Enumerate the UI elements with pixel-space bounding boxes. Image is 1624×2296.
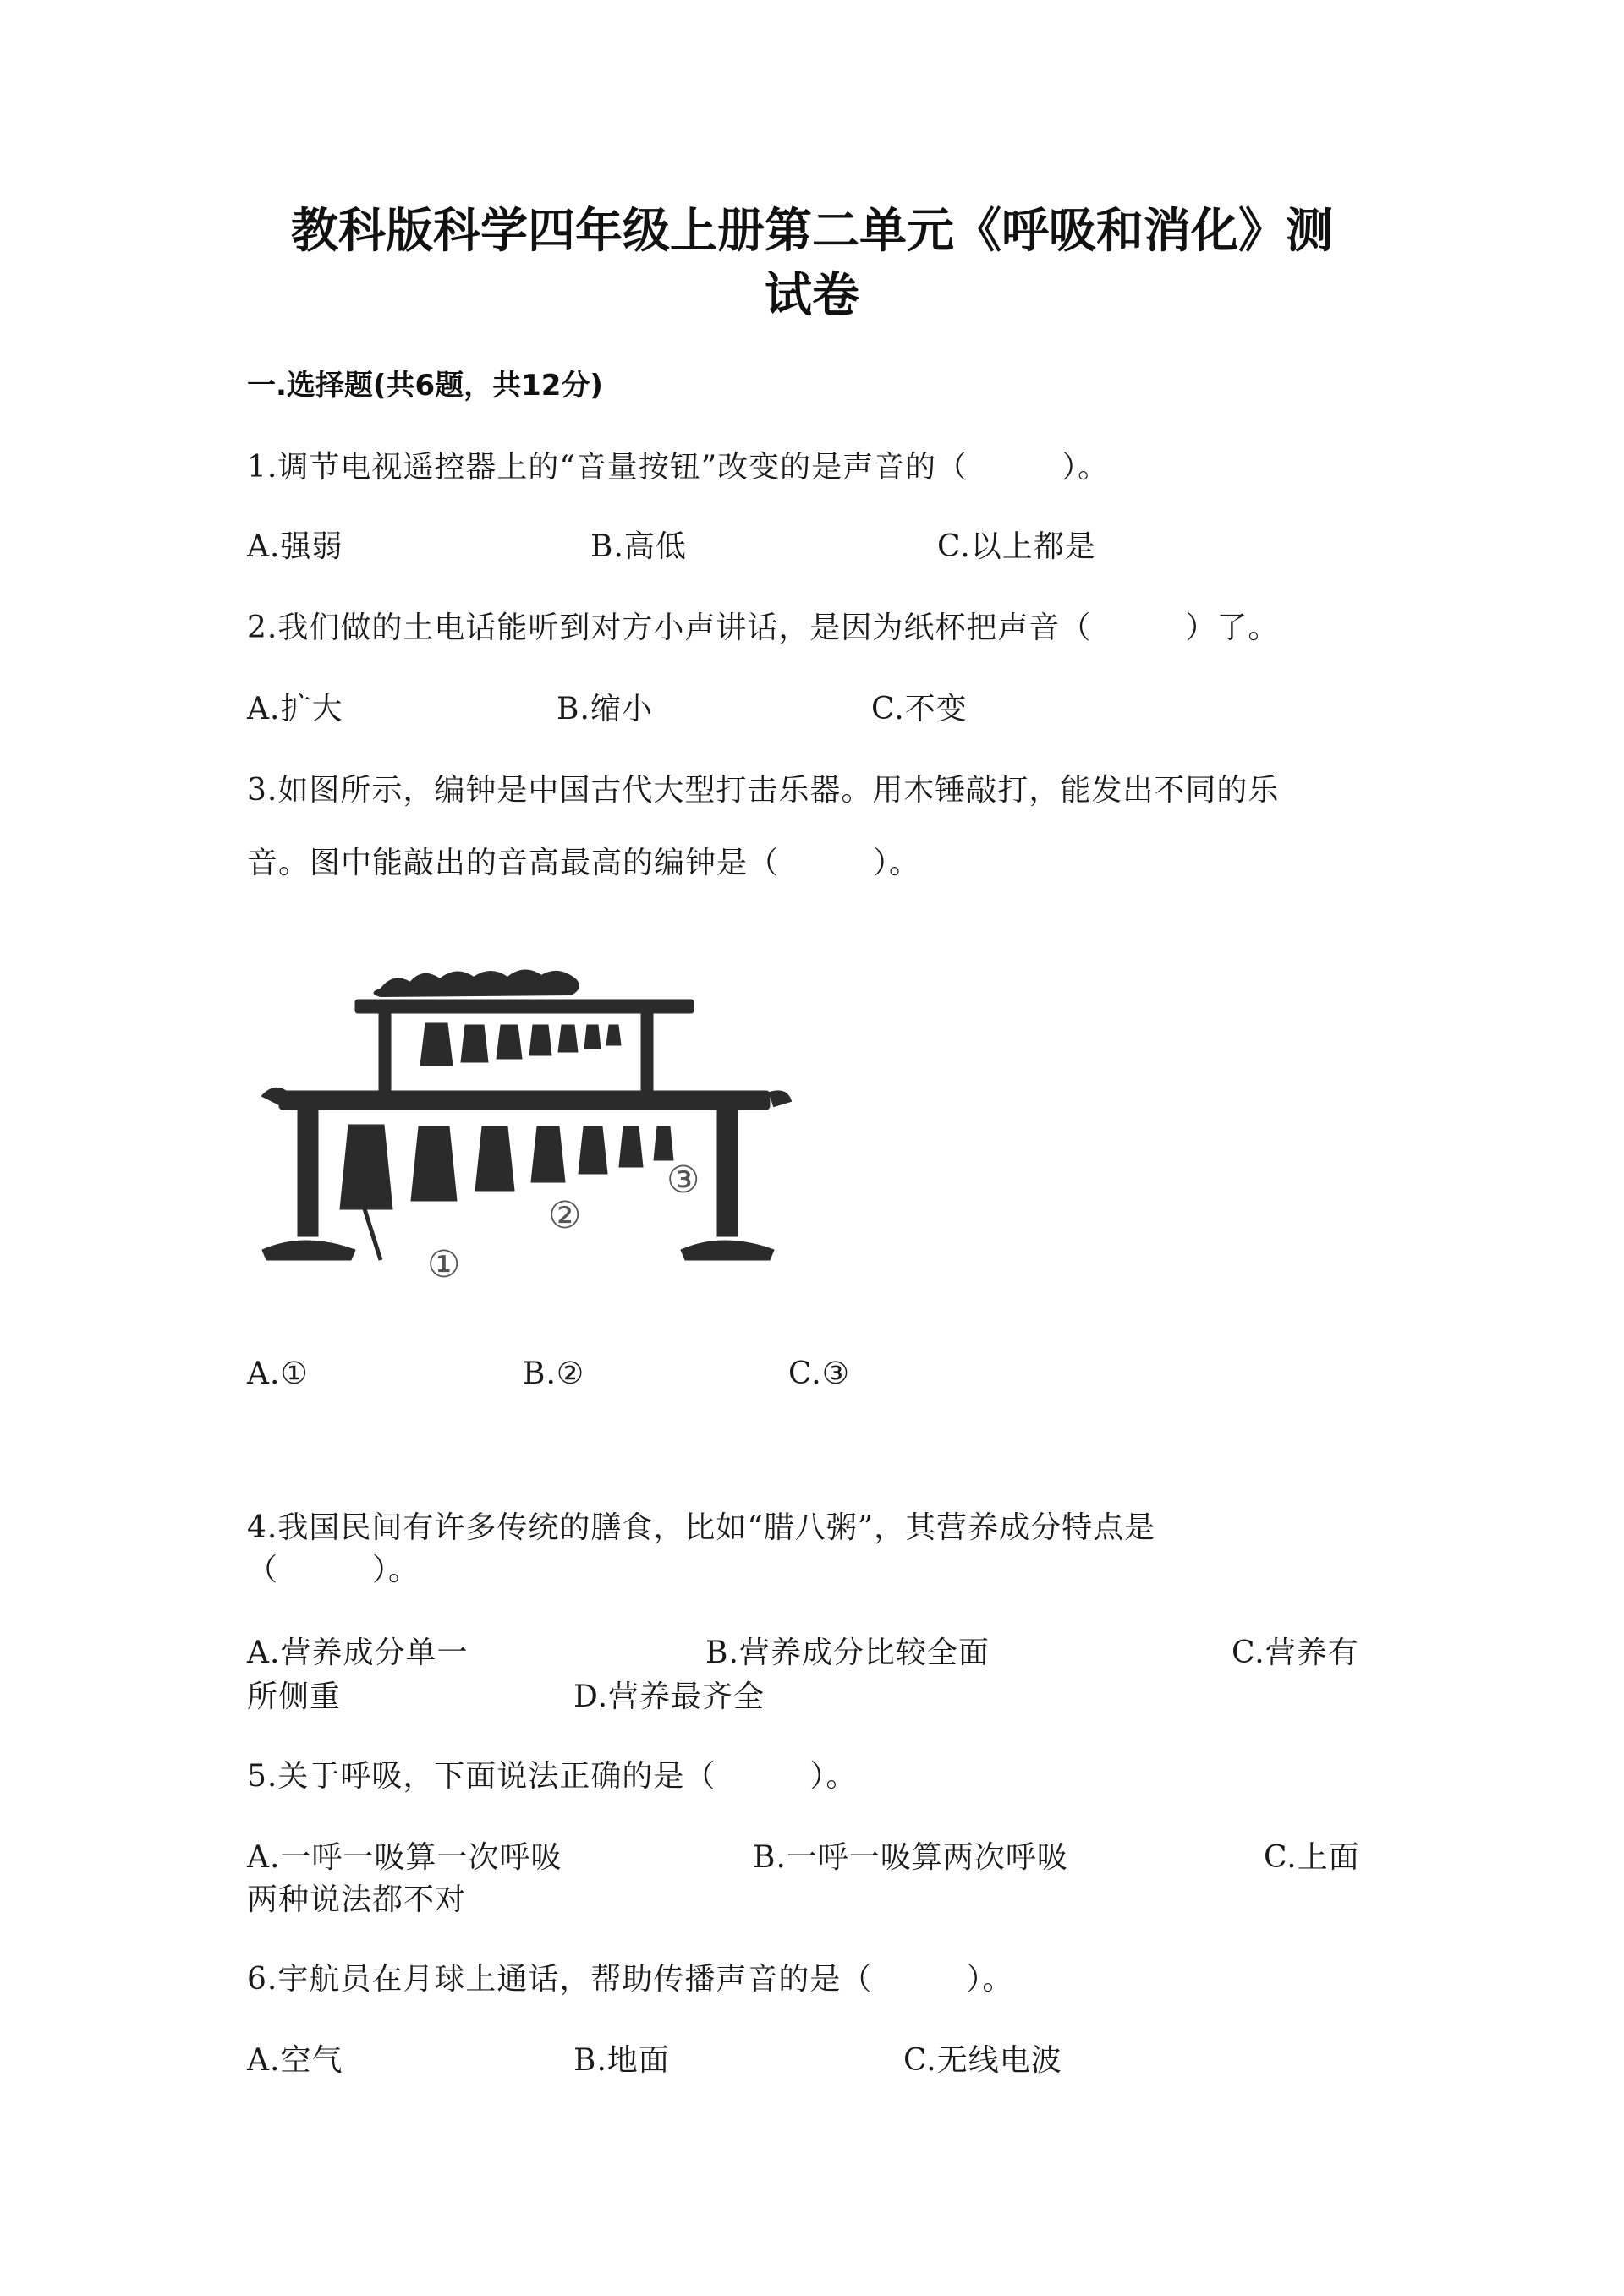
lower-beam [279,1091,770,1110]
question-1-option-b[interactable]: B.高低 [590,529,687,564]
upper-post-right [641,1013,653,1098]
question-6-option-b[interactable]: B.地面 [573,2043,670,2078]
question-1-option-c[interactable]: C.以上都是 [937,529,1096,564]
question-5-option-c-continued: 两种说法都不对 [247,1882,467,1917]
question-5-option-a[interactable]: A.一呼一吸算一次呼吸 [247,1840,562,1875]
bell-label-3: ③ [667,1159,700,1202]
question-3-option-b[interactable]: B.② [523,1356,585,1391]
question-4-stem-line1: 4.我国民间有许多传统的膳食，比如“腊八粥”，其营养成分特点是 [247,1510,1156,1545]
question-4-stem-line2: （ ）。 [247,1553,420,1587]
question-6-option-a[interactable]: A.空气 [247,2043,343,2078]
question-4-option-c[interactable]: C.营养有 [1232,1636,1359,1670]
upper-post-left [379,1013,391,1098]
question-4-option-d[interactable]: D.营养最齐全 [573,1680,765,1714]
question-6-stem: 6.宇航员在月球上通话，帮助传播声音的是（ ）。 [247,1962,1014,1997]
question-3-stem-line1: 3.如图所示，编钟是中国古代大型打击乐器。用木锤敲打，能发出不同的乐 [247,773,1280,808]
question-2-option-a[interactable]: A.扩大 [247,692,343,726]
page-title-line2: 试卷 [765,268,859,323]
bell-label-2: ② [548,1194,582,1237]
question-4-option-a[interactable]: A.营养成分单一 [247,1636,469,1670]
bianzhong-bells-figure [254,947,795,1285]
lower-post-right [717,1110,738,1236]
question-2-option-b[interactable]: B.缩小 [557,692,653,726]
question-4-option-b[interactable]: B.营养成分比较全面 [705,1636,990,1670]
top-crest-ornament [375,970,579,996]
question-5-option-b[interactable]: B.一呼一吸算两次呼吸 [753,1840,1068,1875]
section-heading: 一.选择题(共6题，共12分) [247,369,603,403]
upper-beam [355,1000,694,1013]
lower-post-left [298,1110,318,1236]
question-5-stem: 5.关于呼吸，下面说法正确的是（ ）。 [247,1759,858,1794]
question-3-stem-line2: 音。图中能敲出的音高最高的编钟是（ ）。 [247,846,921,880]
upper-bells [420,1023,621,1066]
lower-bells [340,1125,673,1209]
base-right [681,1241,774,1260]
question-1-option-a[interactable]: A.强弱 [247,529,343,564]
question-3-option-c[interactable]: C.③ [788,1356,850,1391]
question-4-option-c-continued: 所侧重 [247,1680,342,1714]
question-6-option-c[interactable]: C.无线电波 [903,2043,1062,2078]
question-2-option-c[interactable]: C.不变 [871,692,968,726]
question-5-option-c[interactable]: C.上面 [1264,1840,1360,1875]
base-left [262,1241,355,1260]
question-1-stem: 1.调节电视遥控器上的“音量按钮”改变的是声音的（ ）。 [247,450,1110,485]
page-title-line1: 教科版科学四年级上册第二单元《呼吸和消化》测 [291,204,1333,259]
question-3-option-a[interactable]: A.① [247,1356,309,1391]
question-2-stem: 2.我们做的土电话能听到对方小声讲话，是因为纸杯把声音（ ）了。 [247,611,1280,645]
bell-label-1: ① [427,1243,461,1285]
